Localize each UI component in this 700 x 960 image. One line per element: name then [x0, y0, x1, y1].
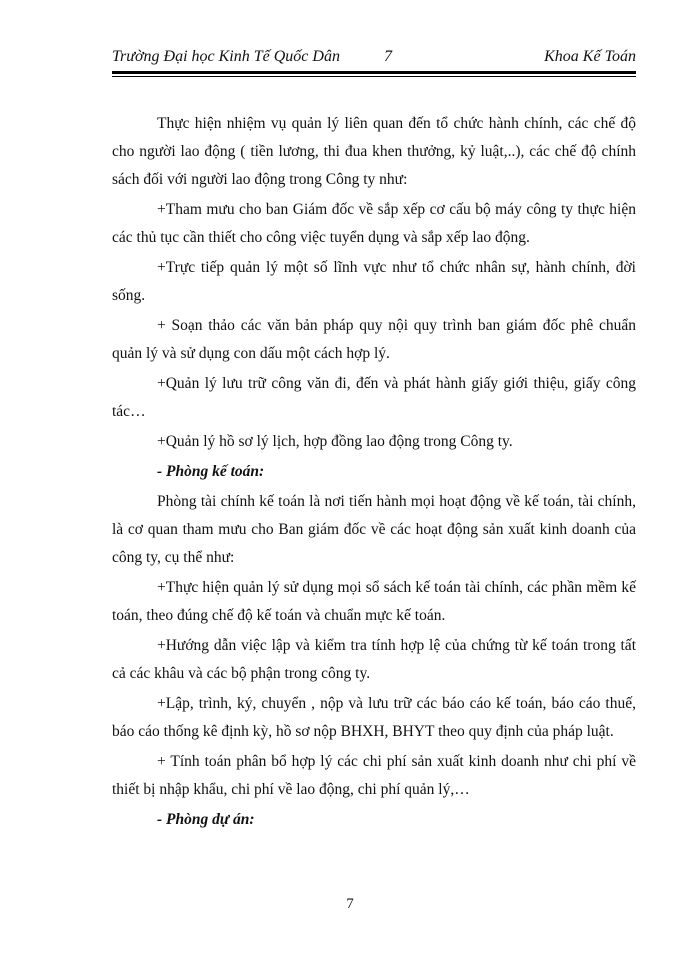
section-heading-projects: - Phòng dự án: [157, 811, 255, 828]
paragraph: + Soạn thảo các văn bản pháp quy nội quy trình ban giám đốc phê chuẩn quản lý và sử dụng con dấu một cách hợp lý. [112, 317, 636, 362]
paragraph: +Trực tiếp quản lý một số lĩnh vực như tổ chức nhân sự, hành chính, đời sống. [112, 259, 636, 304]
header-rule-thick [112, 71, 636, 74]
header-rule-thin [112, 76, 636, 77]
header-department: Khoa Kế Toán [544, 48, 636, 65]
paragraph: + Tính toán phân bổ hợp lý các chi phí sản xuất kinh doanh như chi phí về thiết bị nhập khẩu, chi phí về lao động, chi phí quản lý,… [112, 753, 636, 798]
paragraph: +Quản lý lưu trữ công văn đi, đến và phát hành giấy giới thiệu, giấy công tác… [112, 375, 636, 420]
paragraph: +Hướng dẫn việc lập và kiểm tra tính hợp lệ của chứng từ kế toán trong tất cả các khâu và các bộ phận trong công ty. [112, 637, 636, 682]
section-heading-accounting: - Phòng kế toán: [157, 463, 265, 480]
paragraph: +Quản lý hồ sơ lý lịch, hợp đồng lao động trong Công ty. [157, 433, 513, 450]
paragraph: Thực hiện nhiệm vụ quản lý liên quan đến tổ chức hành chính, các chế độ cho người lao động ( tiền lương, thi đua khen thưởng, kỷ luật,..), các chế độ chính sách đối với người lao động trong Công ty như: [112, 115, 636, 188]
paragraph: Phòng tài chính kế toán là nơi tiến hành mọi hoạt động về kế toán, tài chính, là cơ quan tham mưu cho Ban giám đốc về các hoạt động sản xuất kinh doanh của công ty, cụ thể như: [112, 493, 636, 566]
paragraph: +Tham mưu cho ban Giám đốc về sắp xếp cơ cấu bộ máy công ty thực hiện các thủ tục cần thiết cho công việc tuyển dụng và sắp xếp lao động. [112, 201, 636, 246]
paragraph: +Thực hiện quản lý sử dụng mọi sổ sách kế toán tài chính, các phần mềm kế toán, theo đúng chế độ kế toán và chuẩn mực kế toán. [112, 579, 636, 624]
footer-page-number: 7 [346, 896, 354, 912]
document-body [112, 110, 636, 836]
header-school: Trường Đại học Kinh Tế Quốc Dân [112, 48, 340, 65]
page-footer [0, 896, 700, 913]
paragraph: +Lập, trình, ký, chuyển , nộp và lưu trữ các báo cáo kế toán, báo cáo thuế, báo cáo thống kê định kỳ, hồ sơ nộp BHXH, BHYT theo quy định của pháp luật. [112, 695, 636, 740]
page-header [112, 44, 636, 70]
header-page-number: 7 [384, 48, 392, 65]
